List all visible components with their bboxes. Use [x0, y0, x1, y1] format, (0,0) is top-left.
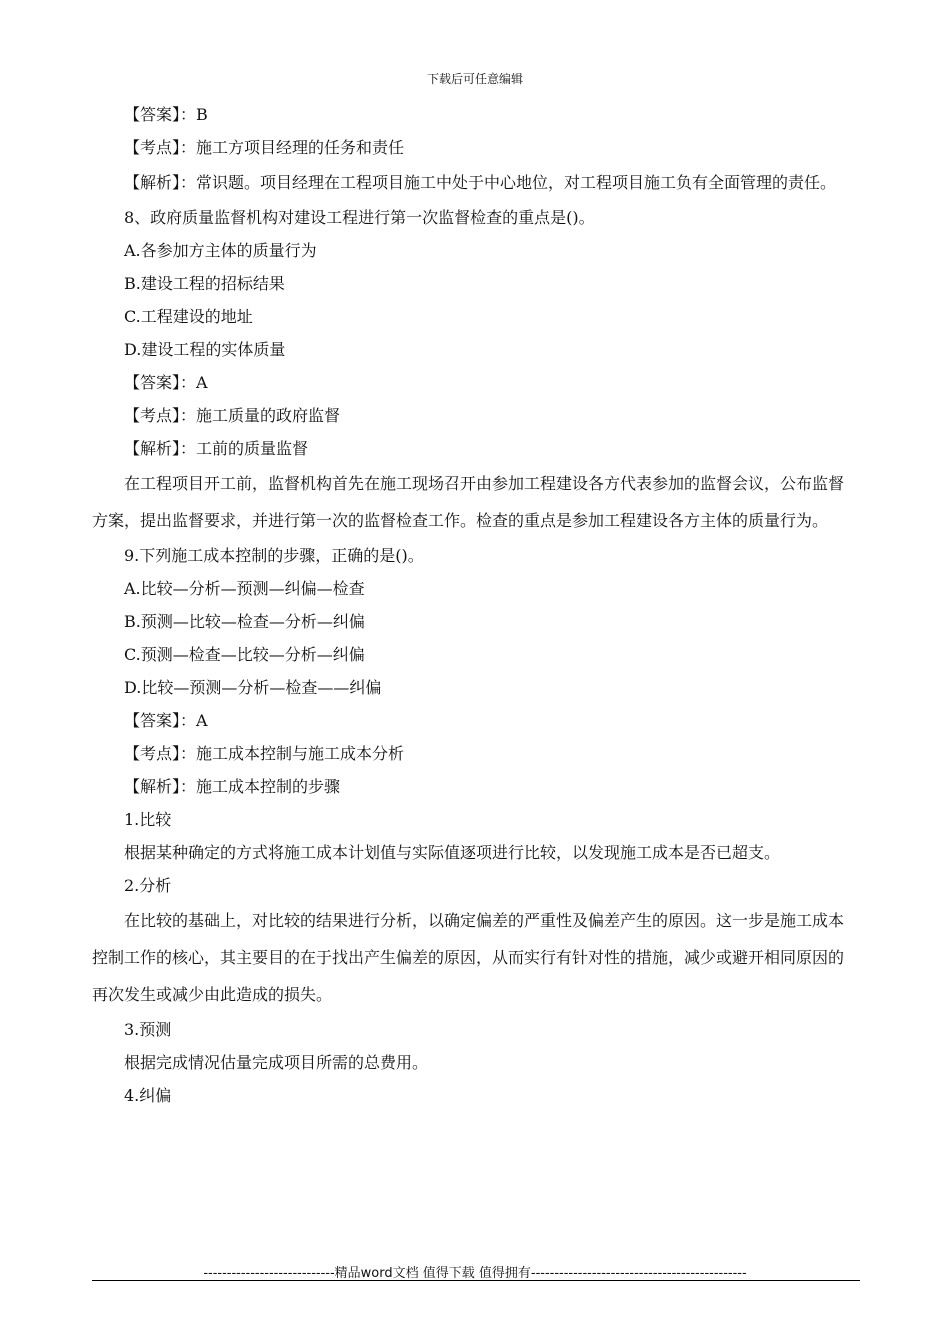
document-body — [92, 98, 852, 1112]
page-header: 下载后可任意编辑 — [426, 72, 523, 86]
option-c: C.预测—检查—比较—分析—纠偏 — [124, 645, 365, 664]
answer-line: 【答案】：A — [124, 373, 208, 392]
option-b: B.预测—比较—检查—分析—纠偏 — [124, 612, 365, 631]
topic-line: 【考点】：施工方项目经理的任务和责任 — [124, 138, 405, 157]
answer-line: 【答案】：A — [124, 711, 208, 730]
footer-rule — [92, 1280, 860, 1281]
step-heading: 3.预测 — [124, 1020, 172, 1039]
step-text: 根据完成情况估量完成项目所需的总费用。 — [124, 1053, 429, 1072]
analysis-paragraph: 【解析】：常识题。项目经理在工程项目施工中处于中心地位，对工程项目施工负有全面管理的责任。 — [124, 173, 837, 192]
answer-line: 【答案】：B — [124, 105, 208, 124]
topic-line: 【考点】：施工成本控制与施工成本分析 — [124, 744, 405, 763]
option-d: D.比较—预测—分析—检查——纠偏 — [124, 678, 382, 697]
page-footer: ----------------------------精品word文档 值得下载 值得拥有---------------------------------------------- — [203, 1266, 747, 1281]
option-a: A.各参加方主体的质量行为 — [124, 241, 317, 260]
question-8: 8、政府质量监督机构对建设工程进行第一次监督检查的重点是()。 — [124, 208, 595, 227]
analysis-paragraph: 在工程项目开工前，监督机构首先在施工现场召开由参加工程建设各方代表参加的监督会议，公布监督方案，提出监督要求，并进行第一次的监督检查工作。检查的重点是参加工程建设各方主体的质量行为。 — [92, 474, 845, 530]
option-b: B.建设工程的招标结果 — [124, 274, 285, 293]
analysis-line: 【解析】：施工成本控制的步骤 — [124, 777, 341, 796]
step-text: 在比较的基础上，对比较的结果进行分析，以确定偏差的严重性及偏差产生的原因。这一步是施工成本控制工作的核心，其主要目的在于找出产生偏差的原因，从而实行有针对性的措施，减少或避开相同原因的再次发生或减少由此造成的损失。 — [92, 911, 845, 1004]
step-text: 根据某种确定的方式将施工成本计划值与实际值逐项进行比较，以发现施工成本是否已超支。 — [124, 843, 781, 862]
topic-line: 【考点】：施工质量的政府监督 — [124, 406, 341, 425]
question-9: 9.下列施工成本控制的步骤，正确的是()。 — [124, 546, 424, 565]
option-d: D.建设工程的实体质量 — [124, 340, 286, 359]
step-heading: 1.比较 — [124, 810, 172, 829]
analysis-line: 【解析】：工前的质量监督 — [124, 439, 309, 458]
option-c: C.工程建设的地址 — [124, 307, 253, 326]
step-heading: 2.分析 — [124, 876, 172, 895]
option-a: A.比较—分析—预测—纠偏—检查 — [124, 579, 365, 598]
step-heading: 4.纠偏 — [124, 1086, 172, 1105]
